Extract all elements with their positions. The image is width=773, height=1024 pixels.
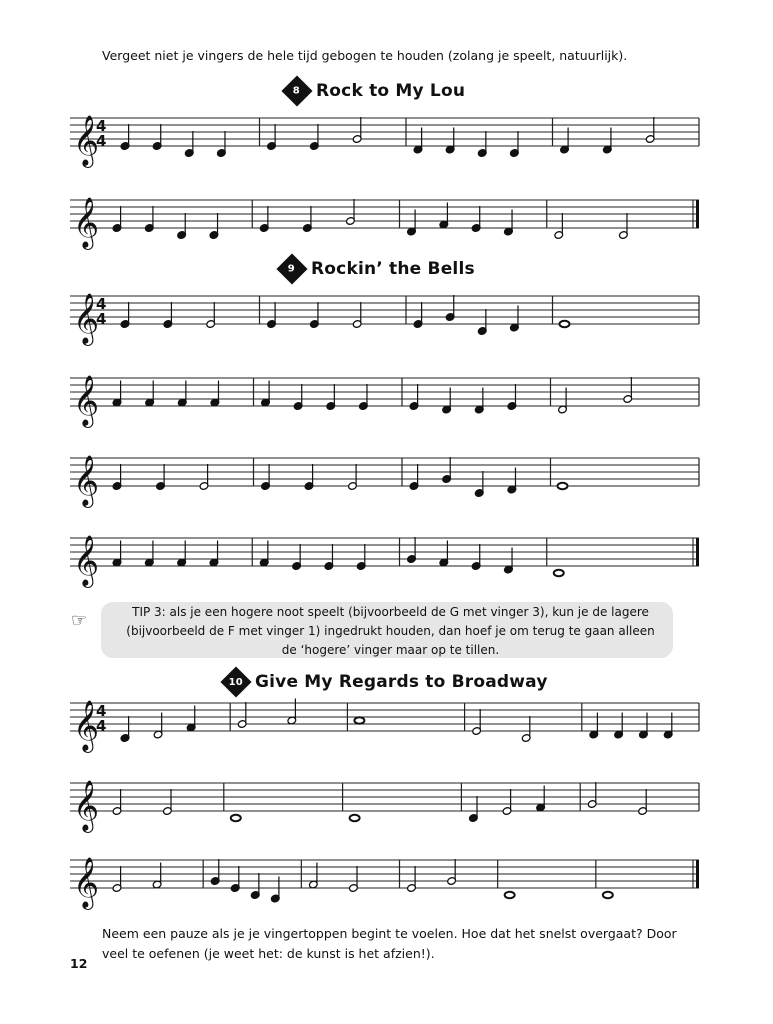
- time-signature-top: 4: [96, 295, 107, 313]
- page-number: 12: [70, 956, 88, 971]
- song-title-text: Rock to My Lou: [316, 81, 466, 101]
- note-head: [558, 483, 568, 489]
- song-number-badge: 9: [276, 253, 307, 284]
- song-title-text: Give My Regards to Broadway: [255, 672, 548, 692]
- note-head: [554, 570, 564, 576]
- song-number-badge: 10: [220, 666, 251, 697]
- treble-clef-icon: 𝄞: [73, 857, 100, 908]
- treble-clef-icon: 𝄞: [73, 535, 100, 586]
- song-number-badge: 8: [281, 75, 312, 106]
- time-signature-bottom: 4: [96, 310, 107, 328]
- pointing-hand-icon: ☞: [71, 610, 88, 631]
- treble-clef-icon: 𝄞: [73, 293, 100, 344]
- intro-text: Vergeet niet je vingers de hele tijd gebogen te houden (zolang je speelt, natuurlijk).: [102, 48, 628, 63]
- time-signature-top: 4: [96, 117, 107, 135]
- treble-clef-icon: 𝄞: [73, 197, 100, 248]
- note-head: [354, 717, 364, 723]
- song-title-text: Rockin’ the Bells: [311, 259, 475, 279]
- time-signature-top: 4: [96, 702, 107, 720]
- outro-text: Neem een pauze als je je vingertoppen begint te voelen. Hoe dat het snelst overgaat? Door veel te oefenen (je weet het: de kunst is het afzien!).: [102, 926, 677, 961]
- note-head: [505, 892, 515, 898]
- tip-text: TIP 3: als je een hogere noot speelt (bijvoorbeeld de G met vinger 3), kun je de lagere (bijvoorbeeld de F met vinger 1) ingedrukt houden, dan hoef je om terug te gaan alleen de ‘hogere’ vinger maar op te tillen.: [126, 605, 655, 657]
- note-head: [560, 321, 570, 327]
- time-signature-bottom: 4: [96, 132, 107, 150]
- note-head: [231, 815, 241, 821]
- treble-clef-icon: 𝄞: [73, 115, 100, 166]
- treble-clef-icon: 𝄞: [73, 375, 100, 426]
- treble-clef-icon: 𝄞: [73, 455, 100, 506]
- note-head: [350, 815, 360, 821]
- note-head: [603, 892, 613, 898]
- treble-clef-icon: 𝄞: [73, 700, 100, 751]
- time-signature-bottom: 4: [96, 717, 107, 735]
- treble-clef-icon: 𝄞: [73, 780, 100, 831]
